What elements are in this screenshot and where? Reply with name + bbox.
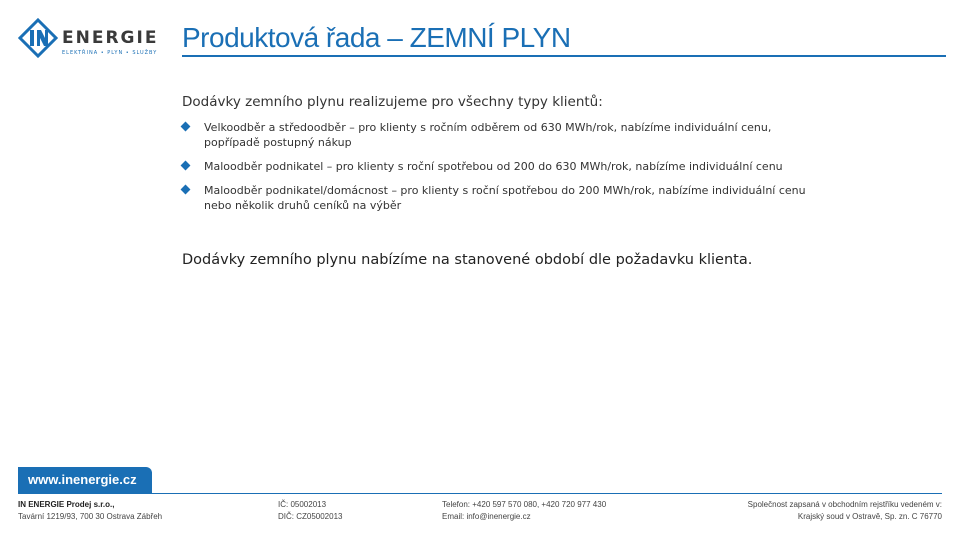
list-item bbox=[182, 159, 822, 174]
title-divider bbox=[182, 55, 946, 57]
bullet-text: Maloodběr podnikatel – pro klienty s roční spotřebou od 200 do 630 MWh/rok, nabízíme individuální cenu bbox=[204, 160, 783, 173]
registry-line-1: Společnost zapsaná v obchodním rejstříku vedeném v: bbox=[747, 500, 942, 509]
diamond-bullet-icon bbox=[181, 122, 191, 132]
website-link[interactable]: www.inenergie.cz bbox=[28, 472, 137, 487]
company-address: Tavární 1219/93, 700 30 Ostrava Zábřeh bbox=[18, 512, 163, 521]
diamond-bullet-icon bbox=[181, 185, 191, 195]
in-logo-mark-icon bbox=[18, 18, 58, 58]
logo-wordmark: ENERGIE bbox=[62, 28, 159, 48]
logo-tagline: ELEKTŘINA • PLYN • SLUŽBY bbox=[62, 50, 158, 56]
company-email[interactable]: Email: info@inenergie.cz bbox=[442, 512, 531, 521]
registry-line-2: Krajský soud v Ostravě, Sp. zn. C 76770 bbox=[797, 512, 942, 521]
list-item bbox=[182, 120, 822, 150]
intro-text: Dodávky zemního plynu realizujeme pro všechny typy klientů: bbox=[182, 94, 603, 110]
list-item bbox=[182, 183, 822, 213]
footer-contact-block bbox=[442, 499, 606, 523]
company-dic: DIČ: CZ05002013 bbox=[278, 512, 343, 521]
footer-divider bbox=[18, 493, 942, 494]
bullet-text: Velkoodběr a středoodběr – pro klienty s ročním odběrem od 630 MWh/rok, nabízíme individuální cenu, popřípadě postupný nákup bbox=[204, 121, 772, 149]
footer-registry-block bbox=[748, 499, 942, 523]
footer-company-block bbox=[18, 499, 162, 523]
page-title: Produktová řada – ZEMNÍ PLYN bbox=[182, 22, 571, 53]
bullet-list bbox=[182, 120, 822, 222]
closing-text: Dodávky zemního plynu nabízíme na stanovené období dle požadavku klienta. bbox=[182, 252, 753, 268]
company-phone: Telefon: +420 597 570 080, +420 720 977 430 bbox=[442, 500, 607, 509]
company-logo[interactable] bbox=[18, 18, 158, 60]
company-ico: IČ: 05002013 bbox=[278, 500, 327, 509]
footer-ids-block bbox=[278, 499, 342, 523]
bullet-text: Maloodběr podnikatel/domácnost – pro klienty s roční spotřebou do 200 MWh/rok, nabízíme individuální cenu nebo několik druhů ceníků na výběr bbox=[204, 184, 806, 212]
diamond-bullet-icon bbox=[181, 161, 191, 171]
footer-url-badge[interactable] bbox=[18, 467, 152, 493]
company-name: IN ENERGIE Prodej s.r.o., bbox=[18, 500, 115, 509]
